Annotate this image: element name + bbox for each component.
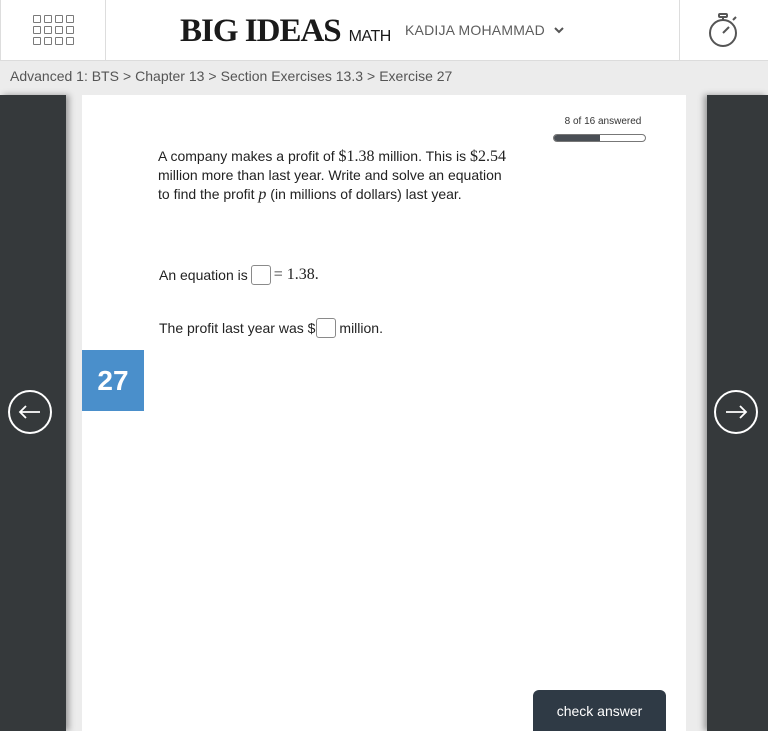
breadcrumb-item-exercise: Exercise 27 (379, 68, 453, 84)
equation-suffix: = 1.38. (273, 266, 319, 283)
check-answer-button[interactable]: check answer (533, 690, 666, 731)
arrow-left-icon (18, 404, 42, 420)
breadcrumb-item-chapter[interactable]: Chapter 13 (135, 68, 205, 84)
progress-bar (553, 134, 646, 142)
profit-prefix: The profit last year was $ (159, 320, 316, 336)
math-profit-value: $1.38 (338, 148, 375, 165)
next-exercise-button[interactable] (714, 390, 758, 434)
math-variable-p: p (258, 186, 267, 203)
chevron-down-icon (553, 24, 565, 36)
left-nav-panel (0, 95, 66, 731)
breadcrumb-item-section[interactable]: Section Exercises 13.3 (220, 68, 364, 84)
math-difference-value: $2.54 (469, 148, 506, 165)
previous-exercise-button[interactable] (8, 390, 52, 434)
breadcrumb-separator: > (367, 68, 376, 84)
grid-menu-icon (33, 15, 74, 45)
exercise-number-badge: 27 (82, 350, 144, 411)
stopwatch-icon (707, 11, 741, 49)
equation-answer-input[interactable] (251, 265, 271, 285)
progress-label: 8 of 16 answered (564, 116, 642, 127)
breadcrumb-separator: > (208, 68, 217, 84)
breadcrumb-item-course[interactable]: Advanced 1: BTS (10, 68, 119, 84)
progress-bar-fill (554, 135, 600, 141)
top-header (0, 0, 768, 61)
user-menu[interactable] (405, 22, 565, 38)
breadcrumb (10, 68, 452, 84)
app-menu-button[interactable] (0, 0, 106, 60)
arrow-right-icon (724, 404, 748, 420)
equation-prefix: An equation is (159, 267, 248, 283)
question-text: A company makes a profit of $1.38 million. This is $2.54 million more than last year. Write and solve an equation to find the profit p (in millions of dollars) last year. (158, 148, 506, 203)
profit-answer-input[interactable] (316, 318, 336, 338)
right-nav-panel (707, 95, 768, 731)
profit-line (159, 318, 383, 338)
timer-button[interactable] (679, 0, 768, 60)
user-name: KADIJA MOHAMMAD (405, 22, 545, 38)
profit-suffix: million. (339, 320, 383, 336)
equation-line (159, 265, 319, 285)
big-ideas-math-logo: BIG IDEAS MATH (180, 13, 391, 49)
breadcrumb-separator: > (122, 68, 132, 84)
exercise-card (82, 95, 686, 731)
